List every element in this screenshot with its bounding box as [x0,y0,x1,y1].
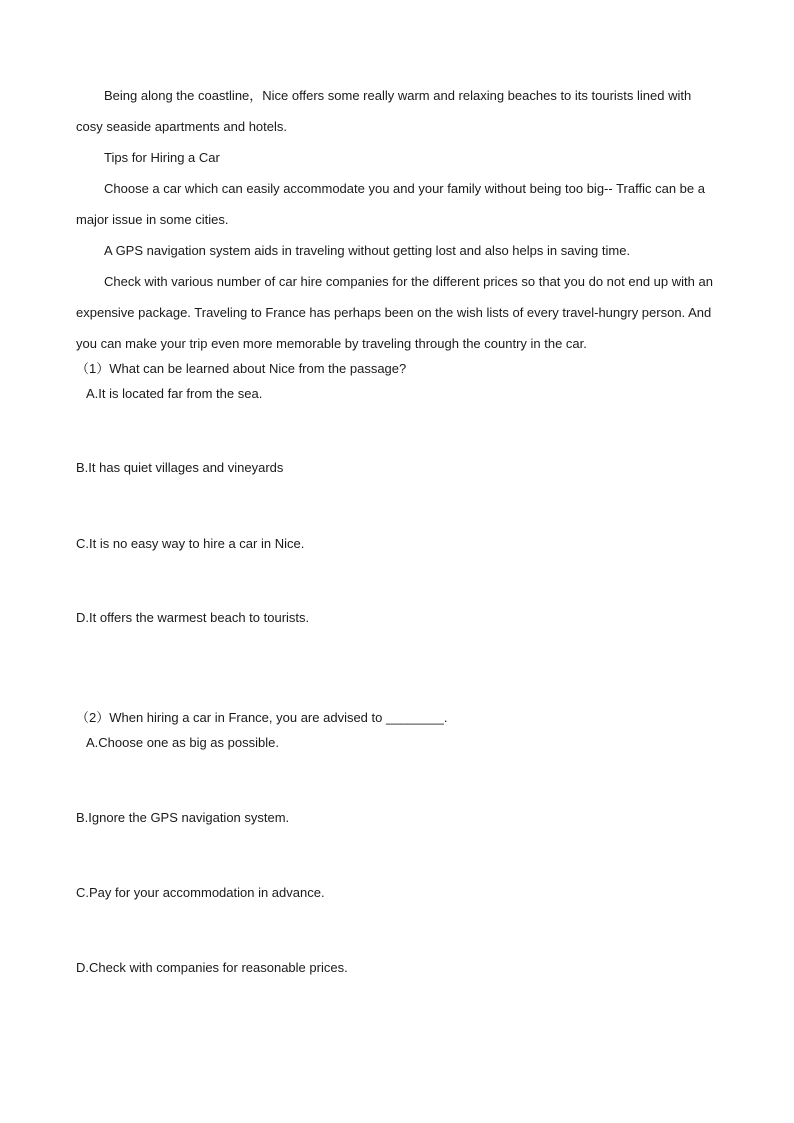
question-1-option-b[interactable]: B.It has quiet villages and vineyards [76,460,284,475]
reading-passage [76,80,720,359]
question-2-option-c[interactable]: C.Pay for your accommodation in advance. [76,885,325,900]
passage-paragraph-2: Choose a car which can easily accommodate you and your family without being too big-- Traffic can be a major issue in some cities. [76,181,705,227]
passage-subheading: Tips for Hiring a Car [104,150,220,165]
passage-paragraph-3: A GPS navigation system aids in traveling without getting lost and also helps in saving time. [104,243,631,258]
passage-paragraph-1: Being along the coastline，Nice offers some really warm and relaxing beaches to its tourists lined with cosy seaside apartments and hotels. [76,88,692,134]
question-2-stem: （2）When hiring a car in France, you are advised to ________. [76,710,448,725]
question-2-option-b[interactable]: B.Ignore the GPS navigation system. [76,810,290,825]
passage-paragraph-4: Check with various number of car hire companies for the different prices so that you do not end up with an expensive package. Traveling to France has perhaps been on the wish lists of every travel-hungry person. And you can make your trip even more memorable by traveling through the country in the car. [76,274,713,351]
question-1-option-a[interactable]: A.It is located far from the sea. [86,386,263,401]
question-1-stem: （1）What can be learned about Nice from the passage? [76,361,407,376]
question-1-option-d[interactable]: D.It offers the warmest beach to tourists. [76,610,310,625]
question-2-option-a[interactable]: A.Choose one as big as possible. [86,735,279,750]
question-1-option-c[interactable]: C.It is no easy way to hire a car in Nice. [76,536,305,551]
question-2-option-d[interactable]: D.Check with companies for reasonable prices. [76,960,348,975]
